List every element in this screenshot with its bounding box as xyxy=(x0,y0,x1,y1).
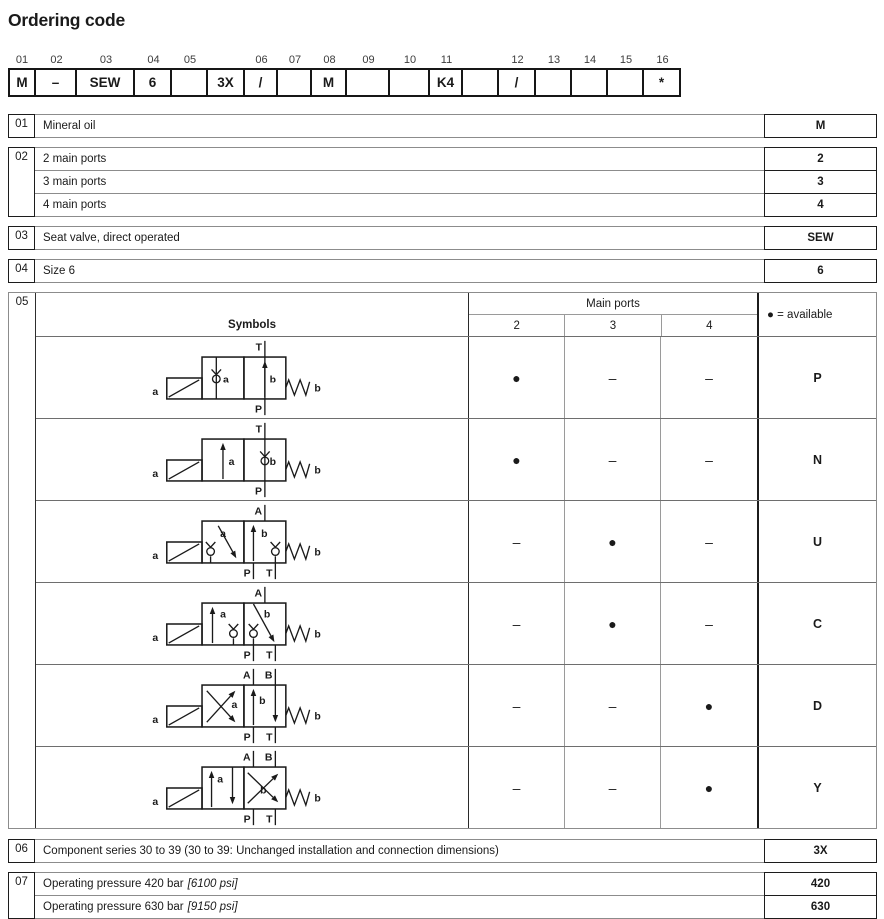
code-cell-16 xyxy=(572,53,608,97)
code-cell-box: M xyxy=(8,68,36,97)
option-row xyxy=(35,115,876,137)
option-text: Seat valve, direct operated xyxy=(43,232,180,244)
availability-cell: – xyxy=(469,665,565,746)
code-cell-label: 07 xyxy=(288,54,302,66)
code-cell-15 xyxy=(536,53,572,97)
code-cell-14 xyxy=(499,53,536,97)
symbols-table-header xyxy=(36,293,876,337)
option-row xyxy=(35,194,876,216)
code-cell-label: 01 xyxy=(15,54,29,66)
svg-text:b: b xyxy=(269,456,276,468)
valve-symbol-cell xyxy=(36,501,469,582)
svg-text:a: a xyxy=(151,714,158,726)
option-no: 04 xyxy=(8,259,35,283)
option-row xyxy=(35,873,876,896)
option-rows xyxy=(35,227,876,249)
option-rows xyxy=(35,260,876,282)
option-no: 03 xyxy=(8,226,35,250)
svg-text:A: A xyxy=(242,751,251,763)
option-code: 630 xyxy=(764,895,877,919)
code-cell-label: 12 xyxy=(511,54,524,66)
port-column-header: 3 xyxy=(565,315,661,336)
code-cell-10 xyxy=(347,53,390,97)
option-text: 4 main ports xyxy=(43,199,107,211)
svg-text:b: b xyxy=(313,464,321,476)
svg-text:a: a xyxy=(151,550,158,562)
code-cell-label: 02 xyxy=(50,54,63,66)
availability-cell: ● xyxy=(565,583,661,664)
svg-text:a: a xyxy=(222,374,229,386)
code-cell-box xyxy=(570,68,608,97)
code-cell-label: 14 xyxy=(583,54,597,66)
valve-symbol-Y-icon xyxy=(142,748,363,828)
code-cell-label xyxy=(463,53,499,68)
svg-text:b: b xyxy=(260,528,267,540)
symbol-row-U xyxy=(36,501,876,583)
option-row xyxy=(35,171,876,194)
option-rows xyxy=(35,148,876,216)
symbols-column-header: Symbols xyxy=(36,293,469,336)
symbol-row-D xyxy=(36,665,876,747)
symbol-code-cell: U xyxy=(757,501,876,582)
option-note: [9150 psi] xyxy=(187,901,238,913)
code-cell-label: 05 xyxy=(183,54,197,66)
code-cell-3 xyxy=(77,53,135,97)
code-cell-box: M xyxy=(310,68,347,97)
code-cell-7 xyxy=(245,53,278,97)
option-text: Operating pressure 630 bar [9150 psi] xyxy=(43,901,238,913)
svg-text:B: B xyxy=(264,669,272,681)
option-no: 02 xyxy=(8,147,35,217)
option-code: 3X xyxy=(764,839,877,863)
svg-text:P: P xyxy=(243,649,251,661)
option-text: 3 main ports xyxy=(43,176,107,188)
option-text: 2 main ports xyxy=(43,153,107,165)
option-note: [6100 psi] xyxy=(187,878,238,890)
availability-cell: ● xyxy=(565,501,661,582)
valve-symbol-U-icon xyxy=(142,502,363,582)
availability-cell: – xyxy=(565,665,661,746)
code-cell-box xyxy=(606,68,644,97)
symbol-code-cell: D xyxy=(757,665,876,746)
option-code: 6 xyxy=(764,259,877,283)
availability-cell: – xyxy=(565,747,661,828)
svg-text:P: P xyxy=(254,403,262,415)
svg-text:b: b xyxy=(263,608,270,620)
code-cell-label: 15 xyxy=(619,54,633,66)
code-cell-9 xyxy=(312,53,347,97)
code-cell-1 xyxy=(8,53,36,97)
option-tables-top xyxy=(8,114,877,283)
availability-cell: ● xyxy=(469,419,565,500)
code-cell-5 xyxy=(172,53,208,97)
svg-text:B: B xyxy=(264,751,272,763)
code-cell-13 xyxy=(463,53,499,97)
code-cell-box: / xyxy=(497,68,536,97)
symbol-code-cell: Y xyxy=(757,747,876,828)
svg-text:a: a xyxy=(219,608,226,620)
main-ports-header xyxy=(469,293,757,336)
availability-cell: – xyxy=(469,583,565,664)
code-cell-11 xyxy=(390,53,430,97)
option-code: 420 xyxy=(764,872,877,896)
svg-text:P: P xyxy=(243,813,251,825)
svg-text:a: a xyxy=(151,468,158,480)
svg-text:b: b xyxy=(313,628,321,640)
code-cell-label: 11 xyxy=(440,54,453,66)
ordering-code-strip xyxy=(8,53,877,97)
valve-symbol-cell xyxy=(36,747,469,828)
option-table-03 xyxy=(8,226,877,250)
option-code: 2 xyxy=(764,147,877,171)
availability-legend: ● = available xyxy=(757,293,876,336)
option-row xyxy=(35,896,876,918)
code-cell-label: 16 xyxy=(656,54,669,66)
valve-symbol-D-icon xyxy=(142,666,363,746)
svg-text:b: b xyxy=(313,546,321,558)
availability-cell: – xyxy=(705,533,713,550)
code-cell-6 xyxy=(208,53,245,97)
option-text: Mineral oil xyxy=(43,120,96,132)
option-row xyxy=(35,148,876,171)
svg-text:T: T xyxy=(265,567,272,579)
code-cell-box xyxy=(345,68,390,97)
svg-text:T: T xyxy=(265,813,272,825)
symbols-table-05 xyxy=(8,292,877,829)
code-cell-box xyxy=(276,68,312,97)
code-cell-box xyxy=(534,68,572,97)
symbol-row-P xyxy=(36,337,876,419)
svg-text:a: a xyxy=(228,456,235,468)
svg-text:b: b xyxy=(313,710,321,722)
code-cell-box xyxy=(388,68,430,97)
code-cell-18 xyxy=(644,53,681,97)
option-rows xyxy=(35,115,876,137)
svg-text:P: P xyxy=(243,567,251,579)
code-cell-box: 6 xyxy=(133,68,172,97)
code-cell-2 xyxy=(36,53,77,97)
option-table-06 xyxy=(8,839,877,863)
code-cell-box: * xyxy=(642,68,681,97)
svg-text:a: a xyxy=(151,632,158,644)
option-code: 3 xyxy=(764,170,877,194)
availability-cell: – xyxy=(705,451,713,468)
valve-symbol-cell xyxy=(36,665,469,746)
svg-text:T: T xyxy=(265,649,272,661)
svg-text:b: b xyxy=(313,792,321,804)
valve-symbol-cell xyxy=(36,337,469,418)
availability-cell: – xyxy=(565,337,661,418)
code-cell-label: 09 xyxy=(362,54,375,66)
option-table-01 xyxy=(8,114,877,138)
option-tables-bottom xyxy=(8,839,877,919)
symbols-table-body xyxy=(36,293,876,828)
symbols-table-wrap xyxy=(8,292,877,829)
code-cell-12 xyxy=(430,53,463,97)
option-table-07 xyxy=(8,872,877,919)
code-cell-label: 06 xyxy=(255,54,268,66)
code-cell-box: 3X xyxy=(206,68,245,97)
code-cell-label: 13 xyxy=(547,54,561,66)
option-code: SEW xyxy=(764,226,877,250)
availability-cell: – xyxy=(705,615,713,632)
code-cell-box: / xyxy=(243,68,278,97)
code-cell-label xyxy=(208,53,245,68)
code-cell-4 xyxy=(135,53,172,97)
svg-text:a: a xyxy=(151,386,158,398)
symbols-table-no: 05 xyxy=(9,293,36,828)
option-text: Operating pressure 420 bar [6100 psi] xyxy=(43,878,238,890)
availability-cell: ● xyxy=(469,337,565,418)
option-code: 4 xyxy=(764,193,877,217)
option-table-02 xyxy=(8,147,877,217)
code-cell-box: K4 xyxy=(428,68,463,97)
code-cell-label: 03 xyxy=(99,54,113,66)
port-column-header: 2 xyxy=(469,315,565,336)
availability-cell: ● xyxy=(704,697,714,714)
symbol-row-Y xyxy=(36,747,876,828)
code-cell-label: 08 xyxy=(323,54,336,66)
svg-text:P: P xyxy=(243,731,251,743)
svg-text:T: T xyxy=(265,731,272,743)
option-text: Component series 30 to 39 (30 to 39: Unchanged installation and connection dimensions) xyxy=(43,845,499,857)
code-cell-box: SEW xyxy=(75,68,135,97)
code-cell-17 xyxy=(608,53,644,97)
svg-text:a: a xyxy=(219,528,226,540)
option-no: 01 xyxy=(8,114,35,138)
svg-text:b: b xyxy=(258,695,266,707)
svg-text:b: b xyxy=(313,382,321,394)
symbol-code-cell: N xyxy=(757,419,876,500)
code-cell-8 xyxy=(278,53,312,97)
port-column-header: 4 xyxy=(706,319,713,332)
svg-text:T: T xyxy=(255,341,262,353)
option-code: M xyxy=(764,114,877,138)
main-ports-title: Main ports xyxy=(469,293,757,315)
option-no: 06 xyxy=(8,839,35,863)
availability-cell: – xyxy=(565,419,661,500)
availability-cell: ● xyxy=(704,779,714,796)
symbol-row-N xyxy=(36,419,876,501)
svg-text:A: A xyxy=(242,669,251,681)
option-table-04 xyxy=(8,259,877,283)
svg-text:a: a xyxy=(216,773,223,785)
valve-symbol-P-icon xyxy=(142,338,363,418)
svg-text:T: T xyxy=(255,423,262,435)
svg-text:a: a xyxy=(231,699,237,711)
port-columns xyxy=(469,315,757,336)
valve-symbol-N-icon xyxy=(142,420,363,500)
option-no: 07 xyxy=(8,872,35,919)
option-row xyxy=(35,227,876,249)
option-text: Size 6 xyxy=(43,265,75,277)
option-row xyxy=(35,260,876,282)
svg-text:P: P xyxy=(254,485,262,497)
symbol-code-cell: C xyxy=(757,583,876,664)
code-cell-box xyxy=(170,68,208,97)
code-cell-box xyxy=(461,68,499,97)
valve-symbol-cell xyxy=(36,419,469,500)
valve-symbol-cell xyxy=(36,583,469,664)
symbol-code-cell: P xyxy=(757,337,876,418)
option-rows xyxy=(35,873,876,918)
svg-text:A: A xyxy=(253,587,262,599)
code-cell-label: 04 xyxy=(147,54,160,66)
symbol-row-C xyxy=(36,583,876,665)
svg-text:a: a xyxy=(151,796,158,808)
option-row xyxy=(35,840,876,862)
svg-text:b: b xyxy=(259,785,267,797)
availability-cell: – xyxy=(469,747,565,828)
valve-symbol-C-icon xyxy=(142,584,363,664)
page-title: Ordering code xyxy=(8,10,126,30)
option-rows xyxy=(35,840,876,862)
svg-text:b: b xyxy=(269,374,276,386)
code-cell-label: 10 xyxy=(403,54,417,66)
availability-cell: – xyxy=(469,501,565,582)
availability-cell: – xyxy=(705,369,713,386)
code-cell-box: – xyxy=(34,68,77,97)
svg-text:A: A xyxy=(253,505,262,517)
